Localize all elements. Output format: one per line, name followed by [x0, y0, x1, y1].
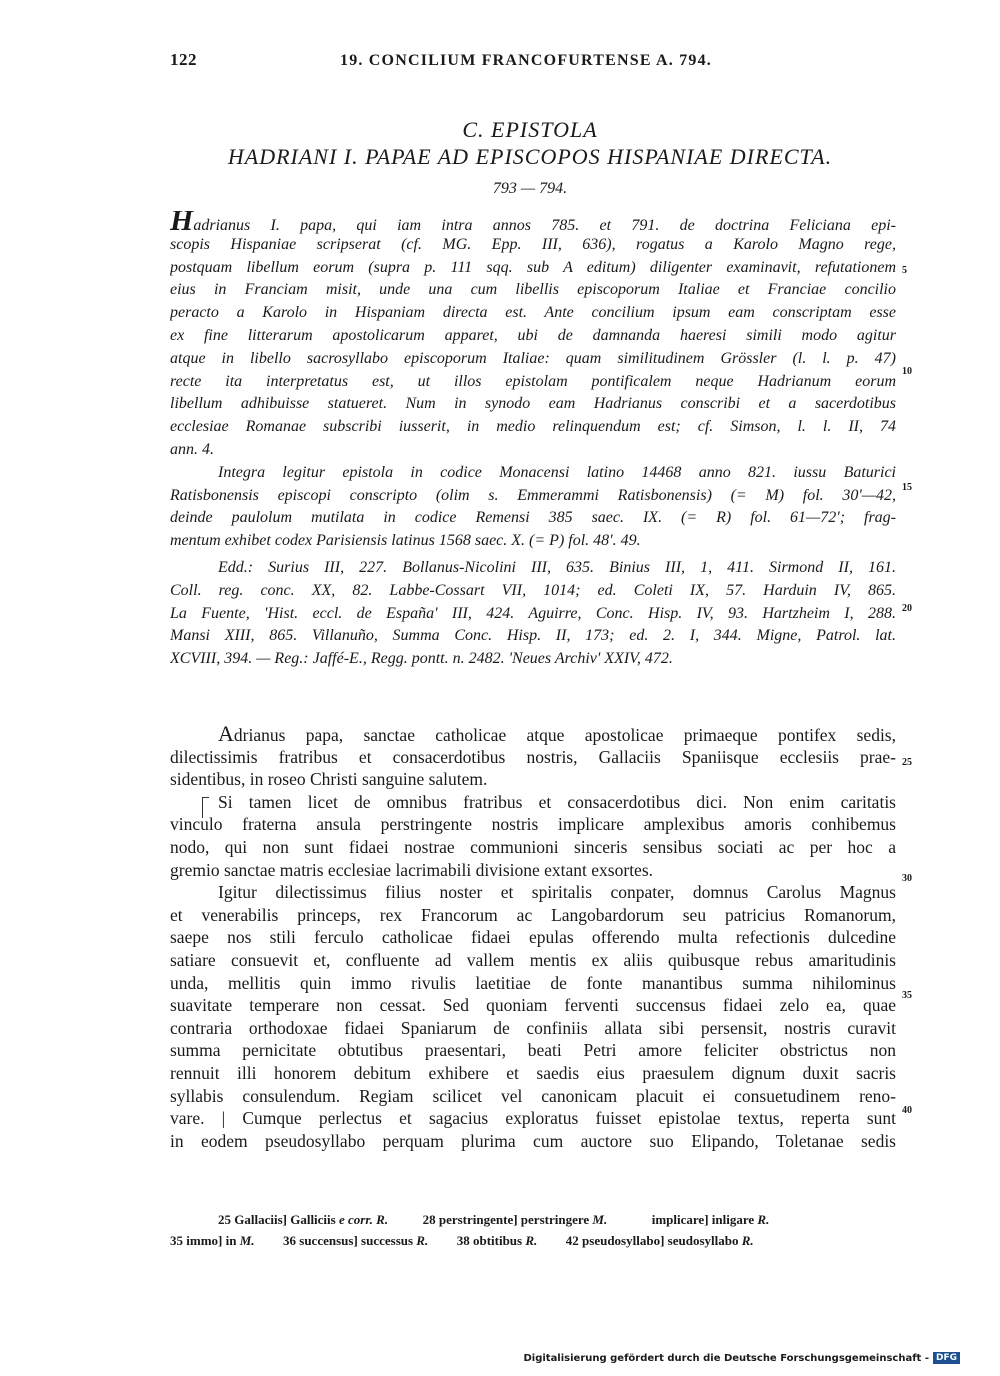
line-number: 30: [902, 873, 912, 884]
intro-line: Hadrianus I. papa, qui iam intra annos 785. et 791. de doctrina Feliciana epi-: [170, 211, 896, 234]
text-line: vare. | Cumque perlectus et sagacius exploratus fuisset epistolae textus, reperta sunt: [170, 1108, 896, 1129]
running-title: 19. CONCILIUM FRANCOFURTENSE A. 794.: [340, 52, 712, 69]
manuscripts-line: mentum exhibet codex Parisiensis latinus 1568 saec. X. (= P) fol. 48'. 49.: [170, 532, 641, 550]
intro-line: ex fine litterarum apostolicarum apparet, ubi de damnanda haeresi simili modo agitur: [170, 326, 896, 344]
document-title: HADRIANI I. PAPAE AD EPISCOPOS HISPANIAE DIRECTA.: [227, 144, 833, 169]
intro-line: libellum adhibuisse statueret. Num in synodo eam Hadrianus conscribi et a sacerdotibus: [170, 395, 896, 413]
editions-line: La Fuente, 'Hist. eccl. de España' III, 424. Aguirre, Conc. Hisp. IV, 93. Hartzheim I, 288.: [170, 604, 896, 622]
line-number: 40: [902, 1105, 912, 1116]
editions-line: Mansi XIII, 865. Villanuño, Summa Conc. Hisp. II, 173; ed. 2. I, 344. Migne, Patrol. lat.: [170, 627, 896, 645]
line-number: 5: [902, 265, 907, 276]
letter-text: [170, 723, 896, 1152]
drop-initial: H: [170, 211, 194, 234]
dfg-logo: DFG: [933, 1352, 960, 1364]
editions-line: XCVIII, 394. — Reg.: Jaffé-E., Regg. pontt. n. 2482. 'Neues Archiv' XXIV, 472.: [170, 650, 673, 668]
text-line: satiare consuevit et, confluente ad vallem mentis ex aliis quibusque rebus amaritudinis: [170, 949, 896, 970]
line-number: 20: [902, 603, 912, 614]
drop-initial: A: [218, 723, 234, 746]
credit-text: Digitalisierung gefördert durch die Deutsche Forschungsgemeinschaft -: [523, 1352, 929, 1364]
text-line: et venerabilis princeps, rex Francorum ac Langobardorum seu patricius Romanorum,: [170, 904, 896, 925]
intro-line: postquam libellum eorum (supra p. 111 sqq. sub A editum) diligenter examinavit, refutationem: [170, 258, 896, 276]
document-date: 793 — 794.: [492, 180, 568, 197]
text-line: contraria orthodoxae fidaei Spaniarum de confiniis allata sibi persensit, nostris curavit: [170, 1017, 896, 1038]
editions-line: Coll. reg. conc. XX, 82. Labbe-Cossart VII, 1014; ed. Coleti IX, 57. Harduin IV, 865.: [170, 581, 896, 599]
footnote-row: 35 immo] in M. 36 succensus] successus R. 38 obtitibus R. 42 pseudosyllabo] seudosyllabo R.: [170, 1233, 754, 1248]
text-line: sidentibus, in roseo Christi sanguine salutem.: [170, 769, 488, 790]
manuscripts-line: Ratisbonensis episcopi conscripto (olim s. Emmerammi Ratisbonensis) (= M) fol. 30'—42,: [170, 486, 896, 504]
intro-line: ecclesiae Romanae subscribi iusserit, in medio relinquendum est; cf. Simson, l. l. II, 74: [170, 418, 896, 436]
text-line: dilectissimis fratribus et consacerdotibus nostris, Gallaciis Spaniisque ecclesiis prae-: [170, 746, 896, 767]
digitization-credit: [523, 1352, 960, 1364]
introduction: [170, 211, 896, 671]
text-line: rennuit illi honorem debitum exhibere et saedis eius praesulem dignum duxit sacris: [170, 1062, 896, 1083]
text-line: saepe nos stili ferculo catholicae fidaei epulas offerendo multa refectionis dulcedine: [170, 927, 896, 948]
insertion-mark: [202, 797, 209, 818]
page-number: 122: [170, 50, 197, 69]
text-line: in eodem pseudosyllabo perquam plurima cum auctore suo Elipando, Toletanae sedis: [170, 1130, 896, 1151]
editions-line: Edd.: Surius III, 227. Bollanus-Nicolini III, 635. Binius III, 1, 411. Sirmond II, 161.: [218, 558, 896, 576]
manuscripts-line: deinde paulolum mutilata in codice Remensi 385 saec. IX. (= R) fol. 61—72'; frag-: [170, 509, 896, 527]
intro-line: ann. 4.: [170, 440, 214, 458]
manuscripts-line: Integra legitur epistola in codice Monacensi latino 14468 anno 821. iussu Baturici: [218, 463, 896, 481]
text-line: suavitate temperare non cessat. Sed quoniam ferventi succensus fidaei zelo ea, quae: [170, 995, 896, 1016]
line-number: 35: [902, 990, 912, 1001]
text-line: Si tamen licet de omnibus fratribus et consacerdotibus dici. Non enim caritatis: [218, 791, 896, 812]
line-number: 10: [902, 366, 912, 377]
text-line: summa pernicitate obtutibus praesentari, beati Petri amore feliciter obstrictus non: [170, 1040, 896, 1061]
intro-line: peracto a Karolo in Hispaniam directa est. Ante concilium ipsum eam conscriptam esse: [170, 304, 896, 322]
text-line: Adrianus papa, sanctae catholicae atque apostolicae primaeque pontifex sedis,: [218, 723, 896, 746]
intro-line: eius in Franciam misit, unde una cum libellis episcoporum Italiae et Franciae concilio: [170, 281, 896, 299]
intro-line: scopis Hispaniae scripserat (cf. MG. Epp. III, 636), rogatus a Karolo Magno rege,: [170, 235, 896, 253]
text-line: gremio sanctae matris ecclesiae lacrimabili divisione extant exsortes.: [170, 859, 654, 880]
section-title: C. EPISTOLA: [462, 117, 598, 142]
text-line: syllabis consulendum. Regiam scilicet vel canonicam placuit ei consuetudinem reno-: [170, 1085, 896, 1106]
text-line: Igitur dilectissimus filius noster et spiritalis conpater, domnus Carolus Magnus: [218, 882, 896, 903]
text-line: nodo, qui non sunt fidaei nostrae communioni sinceris sensibus sociati ac per hoc a: [170, 836, 896, 857]
intro-line: recte ita interpretatus est, ut illos epistolam pontificalem neque Hadrianum eorum: [170, 372, 896, 390]
text-line: unda, mellitis quin immo rivulis laetitiae de fonte manantibus summa nihilominus: [170, 972, 896, 993]
intro-line: atque in libello sacrosyllabo episcoporum Italiae: quam similitudinem Grössler (l. l. p. 47): [170, 349, 896, 367]
line-number: 25: [902, 757, 912, 768]
text-line: vinculo fraterna ansula perstringente nostris implicare amplexibus amoris conhibemus: [170, 814, 896, 835]
line-number: 15: [902, 482, 912, 493]
footnote-row: 25 Gallaciis] Galliciis e corr. R. 28 perstringente] perstringere M. implicare] inligare R.: [218, 1212, 770, 1227]
